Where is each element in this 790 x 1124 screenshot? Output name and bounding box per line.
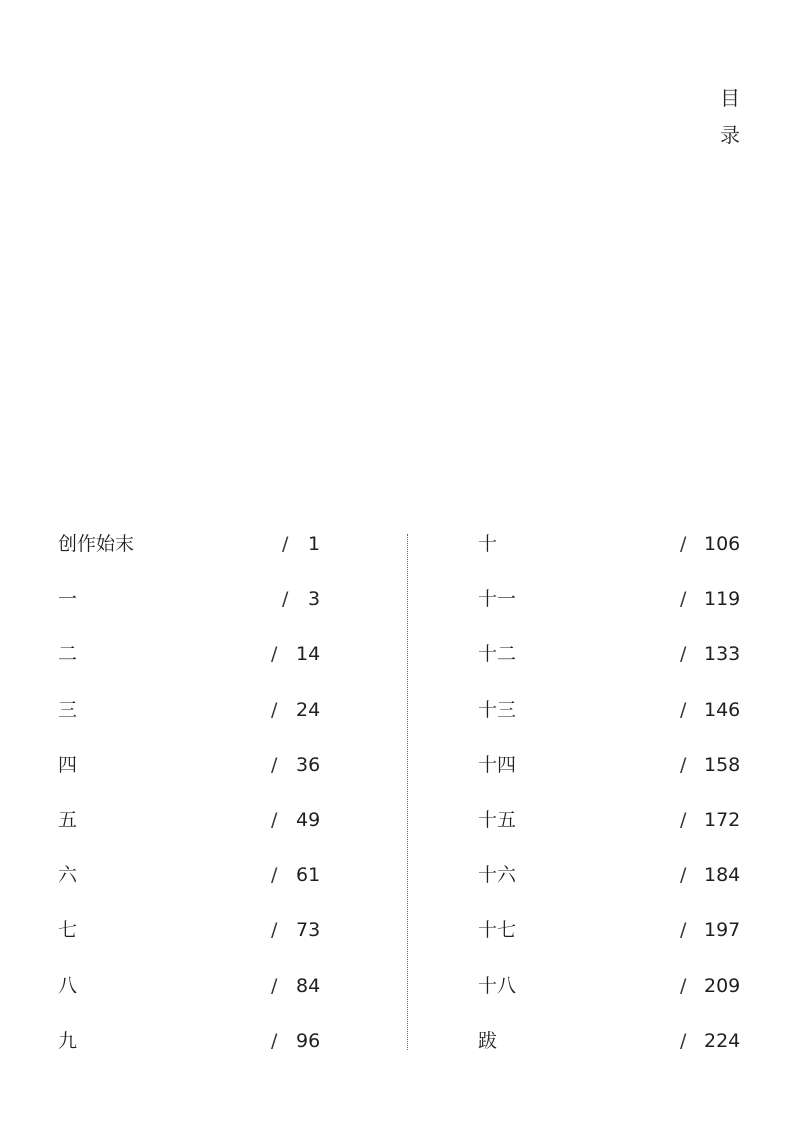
toc-page-number: 61 <box>296 864 321 887</box>
toc-page-number: 84 <box>296 974 321 997</box>
toc-entry[interactable] <box>478 632 748 687</box>
toc-page-number: 1 <box>308 533 321 555</box>
toc-entry[interactable] <box>478 908 748 963</box>
toc-entry-title: 十 <box>478 533 498 555</box>
toc-entry-title: 十六 <box>478 864 517 887</box>
toc-page-number: 209 <box>704 974 741 997</box>
toc-page-number: 197 <box>704 919 741 942</box>
toc-separator: / <box>271 753 278 776</box>
toc-page-number: 24 <box>296 698 321 721</box>
toc-entry-title: 一 <box>58 588 78 611</box>
toc-separator: / <box>271 919 278 942</box>
toc-entry-title: 四 <box>58 753 78 776</box>
toc-page-number: 119 <box>704 588 741 611</box>
toc-separator: / <box>680 1029 687 1052</box>
toc-separator: / <box>680 588 687 611</box>
toc-separator: / <box>271 643 278 666</box>
toc-entry[interactable] <box>58 798 328 853</box>
toc-page-number: 158 <box>704 753 741 776</box>
toc-page-number: 133 <box>704 643 741 666</box>
toc-page-number: 36 <box>296 753 321 776</box>
toc-separator: / <box>271 864 278 887</box>
toc-entry[interactable] <box>478 798 748 853</box>
toc-entry-title: 六 <box>58 864 78 887</box>
toc-entry[interactable] <box>478 964 748 1019</box>
toc-entry[interactable] <box>58 522 328 577</box>
toc-page-number: 172 <box>704 808 741 831</box>
toc-separator: / <box>680 753 687 776</box>
toc-entry-title: 跋 <box>478 1029 498 1052</box>
toc-entry[interactable] <box>58 853 328 908</box>
toc-separator: / <box>680 864 687 887</box>
toc-entry[interactable] <box>478 688 748 743</box>
toc-separator: / <box>271 1029 278 1052</box>
toc-separator: / <box>282 533 289 555</box>
toc-page-number: 184 <box>704 864 741 887</box>
toc-entry[interactable] <box>58 743 328 798</box>
column-divider <box>407 534 408 1050</box>
toc-separator: / <box>680 919 687 942</box>
toc-entry[interactable] <box>58 688 328 743</box>
toc-separator: / <box>680 974 687 997</box>
toc-entry-title: 九 <box>58 1029 78 1052</box>
toc-entry[interactable] <box>58 577 328 632</box>
toc-page-number: 3 <box>308 588 321 611</box>
toc-entry[interactable] <box>478 577 748 632</box>
toc-entry[interactable] <box>58 964 328 1019</box>
toc-page-number: 14 <box>296 643 321 666</box>
toc-entry-title: 七 <box>58 919 78 942</box>
toc-page-number: 224 <box>704 1029 741 1052</box>
toc-page-number: 96 <box>296 1029 321 1052</box>
toc-entry[interactable] <box>58 908 328 963</box>
toc-separator: / <box>680 808 687 831</box>
toc-separator: / <box>680 698 687 721</box>
toc-separator: / <box>680 643 687 666</box>
toc-separator: / <box>282 588 289 611</box>
toc-right-column <box>478 522 748 1074</box>
toc-entry-title: 十四 <box>478 753 517 776</box>
toc-page-number: 106 <box>704 533 741 555</box>
toc-entry[interactable] <box>58 1019 328 1074</box>
title-char: 目 <box>720 86 740 110</box>
toc-entry-title: 十七 <box>478 919 517 942</box>
toc-left-column <box>58 522 328 1074</box>
toc-entry-title: 创作始末 <box>58 533 135 555</box>
toc-page-number: 146 <box>704 698 741 721</box>
toc-entry-title: 五 <box>58 808 78 831</box>
toc-separator: / <box>271 698 278 721</box>
toc-separator: / <box>680 533 687 555</box>
toc-entry-title: 三 <box>58 698 78 721</box>
toc-entry-title: 十一 <box>478 588 517 611</box>
toc-page-number: 49 <box>296 808 321 831</box>
title-char: 录 <box>720 123 740 147</box>
toc-entry[interactable] <box>58 632 328 687</box>
toc-page-number: 73 <box>296 919 321 942</box>
toc-entry[interactable] <box>478 522 748 577</box>
toc-entry[interactable] <box>478 853 748 908</box>
toc-entry-title: 十三 <box>478 698 517 721</box>
toc-separator: / <box>271 974 278 997</box>
toc-entry-title: 十八 <box>478 974 517 997</box>
toc-entry[interactable] <box>478 1019 748 1074</box>
toc-separator: / <box>271 808 278 831</box>
toc-entry-title: 二 <box>58 643 78 666</box>
page-title <box>714 80 746 154</box>
toc-entry[interactable] <box>478 743 748 798</box>
toc-entry-title: 十五 <box>478 808 517 831</box>
toc-entry-title: 八 <box>58 974 78 997</box>
toc-entry-title: 十二 <box>478 643 517 666</box>
